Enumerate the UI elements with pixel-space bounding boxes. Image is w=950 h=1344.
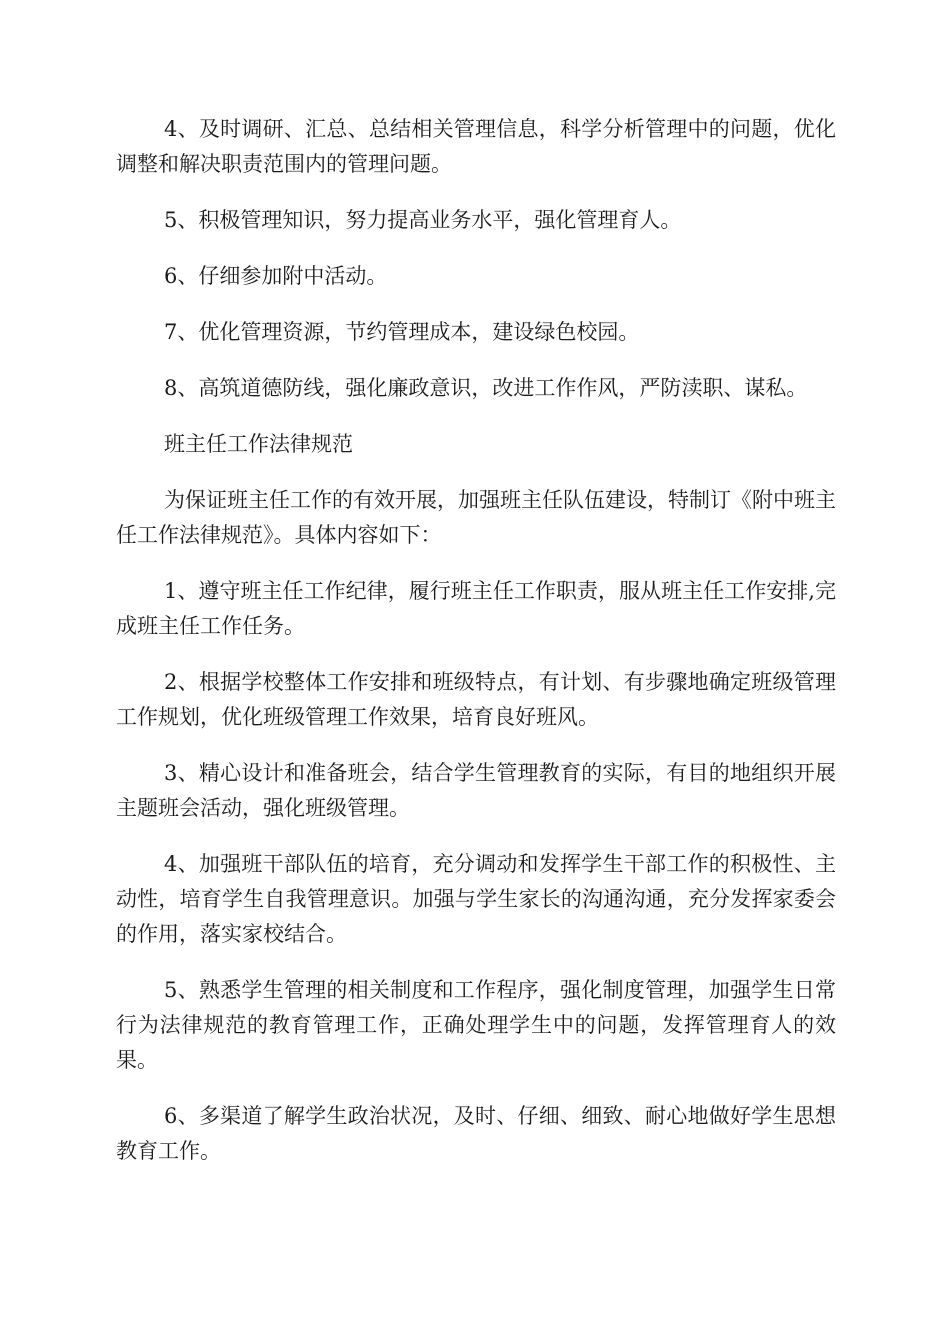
rule-item-2: 2、根据学校整体工作安排和班级特点，有计划、有步骤地确定班级管理工作规划，优化班级管理工作效果，培育良好班风。: [116, 670, 836, 729]
paragraph-item-4-info: 4、及时调研、汇总、总结相关管理信息，科学分析管理中的问题，优化调整和解决职责范围内的管理问题。: [116, 117, 836, 176]
rule-item-1: 1、遵守班主任工作纪律，履行班主任工作职责，服从班主任工作安排,完成班主任工作任务。: [116, 579, 836, 638]
paragraph-item-6-activities: 6、仔细参加附中活动。: [164, 264, 388, 288]
rule-item-4: 4、加强班干部队伍的培育，充分调动和发挥学生干部工作的积极性、主动性，培育学生自我管理意识。加强与学生家长的沟通沟通，充分发挥家委会的作用，落实家校结合。: [116, 852, 836, 946]
rule-item-6: 6、多渠道了解学生政治状况，及时、仔细、细致、耐心地做好学生思想教育工作。: [116, 1104, 836, 1163]
section-intro: 为保证班主任工作的有效开展，加强班主任队伍建设，特制订《附中班主任工作法律规范》。具体内容如下：: [116, 488, 836, 547]
paragraph-item-7-resources: 7、优化管理资源，节约管理成本，建设绿色校园。: [164, 320, 640, 344]
document-body: [116, 112, 836, 1169]
section-heading: 班主任工作法律规范: [164, 432, 353, 456]
rule-item-5: 5、熟悉学生管理的相关制度和工作程序，强化制度管理，加强学生日常行为法律规范的教育管理工作，正确处理学生中的问题，发挥管理育人的效果。: [116, 978, 836, 1072]
rule-item-3: 3、精心设计和准备班会，结合学生管理教育的实际，有目的地组织开展主题班会活动，强化班级管理。: [116, 761, 836, 820]
paragraph-item-8-ethics: 8、高筑道德防线，强化廉政意识，改进工作作风，严防渎职、谋私。: [164, 376, 808, 400]
paragraph-item-5-knowledge: 5、积极管理知识，努力提高业务水平，强化管理育人。: [164, 208, 682, 232]
